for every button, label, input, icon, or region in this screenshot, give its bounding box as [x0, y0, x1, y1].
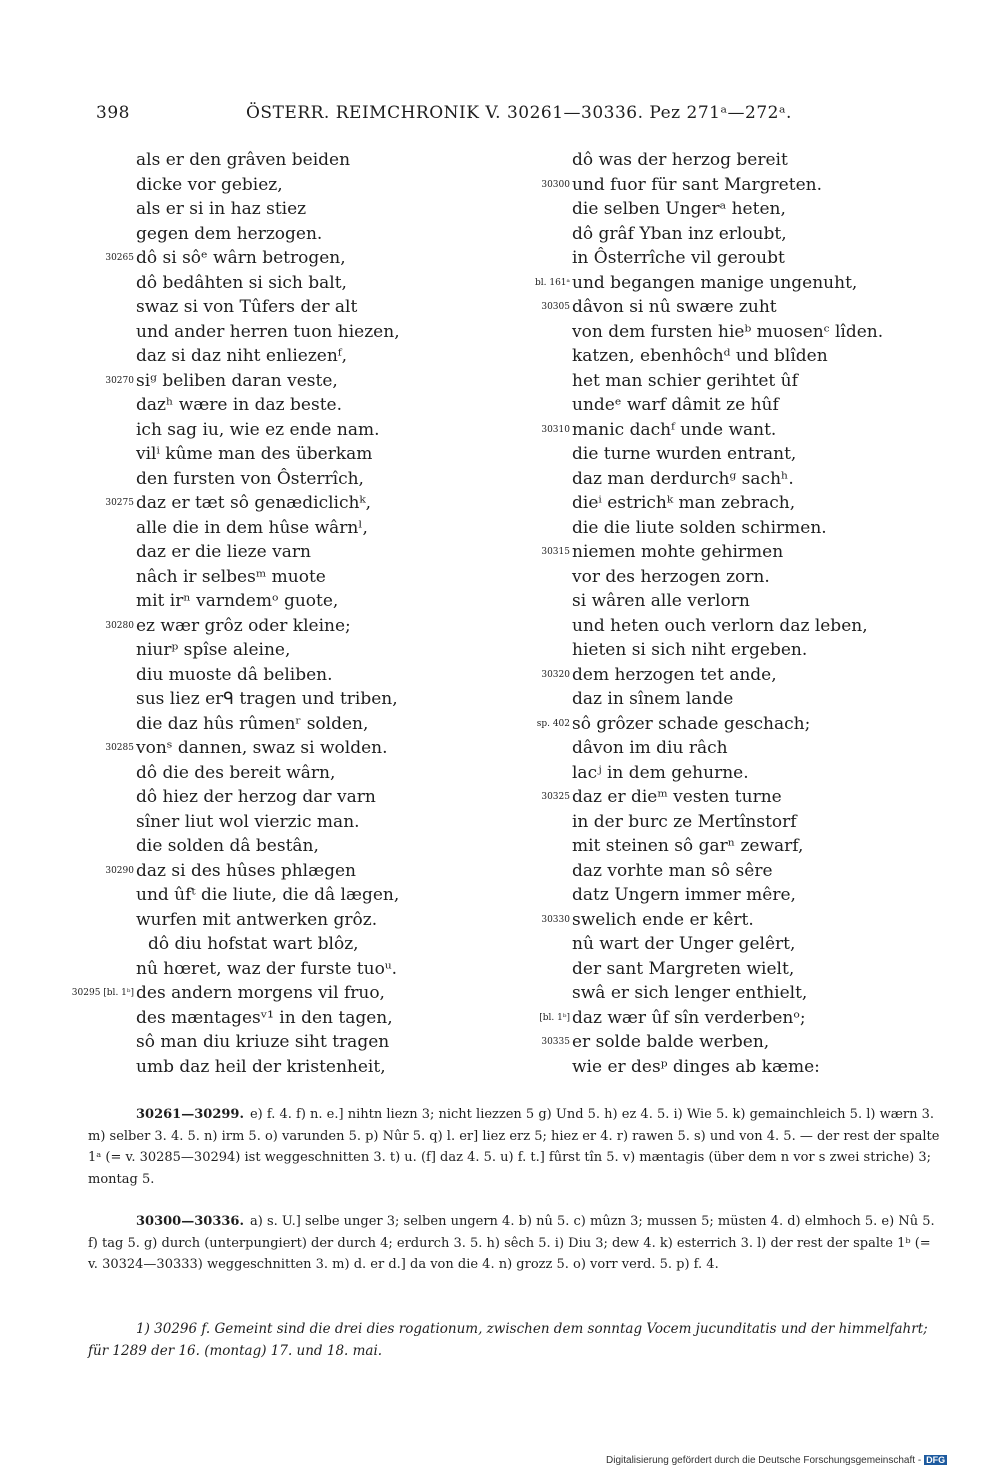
- verse-line: [520, 516, 940, 541]
- dfg-logo: DFG: [926, 1455, 946, 1465]
- verse-line: [520, 638, 940, 663]
- verse-line: [520, 736, 940, 761]
- apparatus-1: [88, 1104, 940, 1190]
- verse-text: lacʲ in dem gehurne.: [572, 762, 749, 783]
- verse-line: [520, 883, 940, 908]
- verse-text: dô hiez der herzog dar varn: [136, 787, 376, 807]
- verse-line: [520, 712, 940, 737]
- apparatus-1-text: e) f. 4. f) n. e.] nihtn liezn 3; nicht liezzen 5 g) Und 5. h) ez 4. 5. i) Wie 5. k) gemainchleich 5. l) wærn 3. m) selber 3. 4. 5. n) irm 5. o) varunden 5. p) Nûr 5. q) l. er] liez erz 5; hiez er 4. r) rawen 5. s) und von 4. 5. — der rest der spalte 1ᵃ (= v. 30285—30294) ist weggeschnitten 3. t) u. (f] daz 4. 5. u) f. t.] fûrst tîn 5. v) mæntagis (über dem n vor s zwei striche) 3; montag 5.: [88, 1107, 940, 1187]
- verse-line: [520, 1055, 940, 1080]
- line-marker: 30275: [105, 498, 134, 508]
- verse-text: mit irⁿ varndemᵒ guote,: [136, 591, 339, 611]
- verse-line: [520, 418, 940, 443]
- verse-line: [88, 761, 508, 786]
- verse-line: [520, 565, 940, 590]
- verse-line: [88, 589, 508, 614]
- verse-text: wie er desᵖ dinges ab kæme:: [572, 1056, 820, 1077]
- verse-line: [88, 785, 508, 810]
- verse-line: [520, 834, 940, 859]
- verse-line: [88, 687, 508, 712]
- verse-text: daz er dieᵐ vesten turne: [572, 787, 782, 807]
- verse-text: vilⁱ kûme man des überkam: [136, 444, 373, 464]
- verse-text: dem herzogen tet ande,: [572, 664, 777, 685]
- verse-text: und begangen manige ungenuht,: [572, 272, 858, 293]
- verse-line: [88, 148, 508, 173]
- verse-line: [88, 197, 508, 222]
- verse-text: dô was der herzog bereit: [572, 150, 788, 170]
- line-marker: 30300: [541, 179, 570, 190]
- verse-line: [520, 222, 940, 247]
- verse-line: [520, 981, 940, 1006]
- verse-line: [520, 589, 940, 614]
- verse-text: manic dachᶠ unde want.: [572, 419, 777, 440]
- verse-text: des andern morgens vil fruo,: [136, 983, 385, 1003]
- apparatus-2: [88, 1211, 940, 1276]
- verse-text: daz vorhte man sô sêre: [572, 860, 773, 881]
- verse-text: dâvon im diu râch: [572, 738, 728, 758]
- footnote: 1) 30296 f. Gemeint sind die drei dies rogationum, zwischen dem sonntag Vocem jucunditatis und der himmelfahrt; für 1289 der 16. (montag) 17. und 18. mai.: [88, 1321, 928, 1359]
- verse-line: [88, 369, 508, 394]
- verse-text: sô grôzer schade geschach;: [572, 713, 811, 734]
- verse-line: [88, 565, 508, 590]
- verse-line: [88, 320, 508, 345]
- verse-text: diu muoste dâ beliben.: [136, 664, 333, 685]
- verse-text: dieⁱ estrichᵏ man zebrach,: [572, 493, 796, 513]
- verse-text: daz er die lieze varn: [136, 542, 311, 562]
- line-marker: sp. 402: [536, 718, 570, 729]
- verse-text: daz man derdurchᵍ sachʰ.: [572, 468, 794, 489]
- verse-line: [520, 932, 940, 957]
- line-marker: 30285: [105, 743, 134, 753]
- verse-text: dicke vor gebiez,: [136, 174, 283, 195]
- line-marker: 30270: [105, 375, 134, 386]
- dfg-credit-text: Digitalisierung gefördert durch die Deutsche Forschungsgemeinschaft -: [606, 1455, 922, 1466]
- verse-text: siᵍ beliben daran veste,: [136, 370, 338, 391]
- verse-line: [88, 173, 508, 198]
- verse-line: [520, 785, 940, 810]
- line-marker: 30325: [541, 792, 570, 802]
- verse-line: [88, 614, 508, 639]
- verse-text: dâvon si nû swære zuht: [572, 297, 777, 317]
- verse-text: sô man diu kriuze siht tragen: [136, 1032, 390, 1052]
- page-number: 398: [96, 103, 130, 123]
- verse-text: wurfen mit antwerken grôz.: [136, 909, 378, 930]
- line-marker: 30295 [bl. 1ᵇ]: [71, 988, 134, 998]
- verse-text: katzen, ebenhôchᵈ und blîden: [572, 346, 828, 366]
- verse-text: als er den grâven beiden: [136, 150, 351, 170]
- verse-line: [88, 957, 508, 982]
- verse-text: alle die in dem hûse wârnˡ,: [136, 517, 368, 538]
- verse-line: [88, 467, 508, 492]
- verse-text: vonˢ dannen, swaz si wolden.: [136, 738, 388, 758]
- verse-line: [88, 932, 508, 957]
- line-marker: [bl. 1ᵇ]: [539, 1012, 570, 1023]
- verse-line: [520, 271, 940, 296]
- verse-text: datz Ungern immer mêre,: [572, 885, 796, 905]
- verse-line: [88, 516, 508, 541]
- verse-text: het man schier gerihtet ûf: [572, 370, 798, 391]
- verse-line: [520, 369, 940, 394]
- verse-line: [71, 981, 508, 1006]
- verse-text: und fuor für sant Margreten.: [572, 174, 822, 195]
- verse-line: [88, 908, 508, 933]
- verse-line: [520, 393, 940, 418]
- verse-line: [520, 148, 940, 173]
- verse-line: [88, 883, 508, 908]
- verse-text: nû wart der Unger gelêrt,: [572, 934, 796, 954]
- verse-text: daz in sînem lande: [572, 689, 734, 709]
- verse-line: [520, 246, 940, 271]
- line-marker: 30290: [105, 865, 134, 876]
- verse-line: [88, 222, 508, 247]
- verse-text: die die liute solden schirmen.: [572, 517, 827, 538]
- verse-text: vor des herzogen zorn.: [572, 566, 770, 587]
- verse-text: gegen dem herzogen.: [136, 223, 323, 244]
- verse-line: [520, 908, 940, 933]
- verse-line: [520, 173, 940, 198]
- verse-line: [520, 957, 940, 982]
- verse-line: [520, 761, 940, 786]
- verse-text: niurᵖ spîse aleine,: [136, 640, 291, 660]
- verse-line: [520, 687, 940, 712]
- verse-text: und ûfᵗ die liute, die dâ lægen,: [136, 885, 400, 905]
- line-marker: 30335: [541, 1037, 570, 1047]
- verse-text: daz er tæt sô genædiclichᵏ,: [136, 493, 372, 513]
- verse-line: [520, 295, 940, 320]
- verse-text: daz si daz niht enliezenᶠ,: [136, 346, 347, 366]
- verse-text: dô die des bereit wârn,: [136, 762, 336, 783]
- verse-text: mit steinen sô garⁿ zewarf,: [572, 836, 804, 856]
- verse-line: [88, 344, 508, 369]
- verse-line: [88, 491, 508, 516]
- verse-line: [520, 810, 940, 835]
- verse-line: [520, 442, 940, 467]
- verse-line: [88, 810, 508, 835]
- verse-line: [88, 736, 508, 761]
- verse-line: [520, 320, 940, 345]
- verse-text: ez wær grôz oder kleine;: [136, 615, 351, 636]
- verse-text: niemen mohte gehirmen: [572, 542, 784, 562]
- verse-text: den fursten von Ôsterrîch,: [136, 468, 364, 489]
- apparatus-1-head: 30261—30299.: [136, 1107, 244, 1122]
- verse-text: umb daz heil der kristenheit,: [136, 1056, 386, 1077]
- verse-text: hieten si sich niht ergeben.: [572, 640, 808, 660]
- apparatus-2-text: a) s. U.] selbe unger 3; selben ungern 4. b) nû 5. c) mûzn 3; mussen 5; müsten 4. d) elmhoch 5. e) Nû 5. f) tag 5. g) durch (unterpungiert) der durch 4; erdurch 3. 5. h) sêch 5. i) Diu 3; dew 4. k) esterrich 3. l) der rest der spalte 1ᵇ (= v. 30324—30333) weggeschnitten 3. m) d. er d.] da von die 4. n) grozz 5. o) vorr verd. 5. p) f. 4.: [88, 1214, 935, 1272]
- verse-line: [520, 614, 940, 639]
- verse-text: si wâren alle verlorn: [572, 591, 750, 611]
- line-marker: 30280: [105, 620, 134, 631]
- dfg-credit: [606, 1455, 947, 1466]
- verse-text: swelich ende er kêrt.: [572, 909, 754, 930]
- verse-text: undeᵉ warf dâmit ze hûf: [572, 395, 779, 415]
- verse-line: [520, 1030, 940, 1055]
- verse-text: in Ôsterrîche vil geroubt: [572, 248, 785, 268]
- verse-line: [88, 859, 508, 884]
- verse-text: der sant Margreten wielt,: [572, 958, 795, 979]
- line-marker: bl. 161ᵃ: [534, 277, 570, 288]
- verse-line: [88, 271, 508, 296]
- verse-text: und heten ouch verlorn daz leben,: [572, 615, 868, 636]
- verse-line: [88, 1055, 508, 1080]
- line-marker: 30320: [541, 669, 570, 680]
- verse-line: [88, 663, 508, 688]
- verse-line: [88, 393, 508, 418]
- verse-line: [520, 663, 940, 688]
- verse-text: dô bedâhten si sich balt,: [136, 272, 347, 293]
- verse-text: des mæntagesᵛ¹ in den tagen,: [136, 1007, 393, 1028]
- verse-text: als er si in haz stiez: [136, 199, 307, 219]
- verse-line: [520, 540, 940, 565]
- verse-line: [520, 491, 940, 516]
- verse-text: sus liez erᑫ tragen und triben,: [136, 689, 398, 709]
- verse-text: daz si des hûses phlægen: [136, 860, 356, 881]
- verse-text: die daz hûs rûmenʳ solden,: [136, 713, 369, 734]
- verse-line: [520, 467, 940, 492]
- verse-text: ich sag iu, wie ez ende nam.: [136, 419, 380, 440]
- verse-text: die turne wurden entrant,: [572, 444, 797, 464]
- verse-line: [88, 712, 508, 737]
- line-marker: 30310: [541, 424, 570, 435]
- verse-text: sîner liut wol vierzic man.: [136, 811, 360, 832]
- verse-line: [520, 197, 940, 222]
- verse-text: nâch ir selbesᵐ muote: [136, 566, 326, 587]
- verse-text: er solde balde werben,: [572, 1032, 770, 1052]
- verse-line: [520, 859, 940, 884]
- verse-text: in der burc ze Mertînstorf: [572, 811, 797, 832]
- verse-line: [88, 638, 508, 663]
- right-verse-column: [520, 148, 940, 1079]
- verse-text: dô diu hofstat wart blôz,: [148, 934, 359, 954]
- running-title: ÖSTERR. REIMCHRONIK V. 30261—30336. Pez 271ᵃ—272ᵃ.: [246, 103, 792, 123]
- line-marker: 30265: [105, 253, 134, 263]
- verse-text: swaz si von Tûfers der alt: [136, 297, 358, 317]
- verse-text: daz wær ûf sîn verderbenᵒ;: [572, 1007, 806, 1028]
- verse-line: [520, 1006, 940, 1031]
- verse-line: [520, 344, 940, 369]
- left-verse-column: [71, 148, 508, 1079]
- verse-line: [88, 295, 508, 320]
- verse-text: dô grâf Yban inz erloubt,: [572, 223, 787, 244]
- verse-line: [88, 834, 508, 859]
- line-marker: 30330: [541, 914, 570, 925]
- verse-line: [88, 442, 508, 467]
- verse-line: [88, 1030, 508, 1055]
- verse-text: dazʰ wære in daz beste.: [136, 395, 342, 415]
- verse-text: die solden dâ bestân,: [136, 836, 319, 856]
- verse-line: [88, 246, 508, 271]
- verse-line: [88, 540, 508, 565]
- verse-text: swâ er sich lenger enthielt,: [572, 983, 808, 1003]
- verse-line: [88, 418, 508, 443]
- verse-text: von dem fursten hieᵇ muosenᶜ lîden.: [572, 321, 884, 342]
- verse-text: dô si sôᵉ wârn betrogen,: [136, 248, 346, 268]
- verse-line: [88, 1006, 508, 1031]
- verse-text: und ander herren tuon hiezen,: [136, 321, 400, 342]
- verse-text: die selben Ungerᵃ heten,: [572, 199, 786, 219]
- line-marker: 30315: [541, 547, 570, 557]
- apparatus-2-head: 30300—30336.: [136, 1214, 244, 1229]
- verse-text: nû hœret, waz der furste tuoᵘ.: [136, 958, 397, 979]
- line-marker: 30305: [541, 302, 570, 312]
